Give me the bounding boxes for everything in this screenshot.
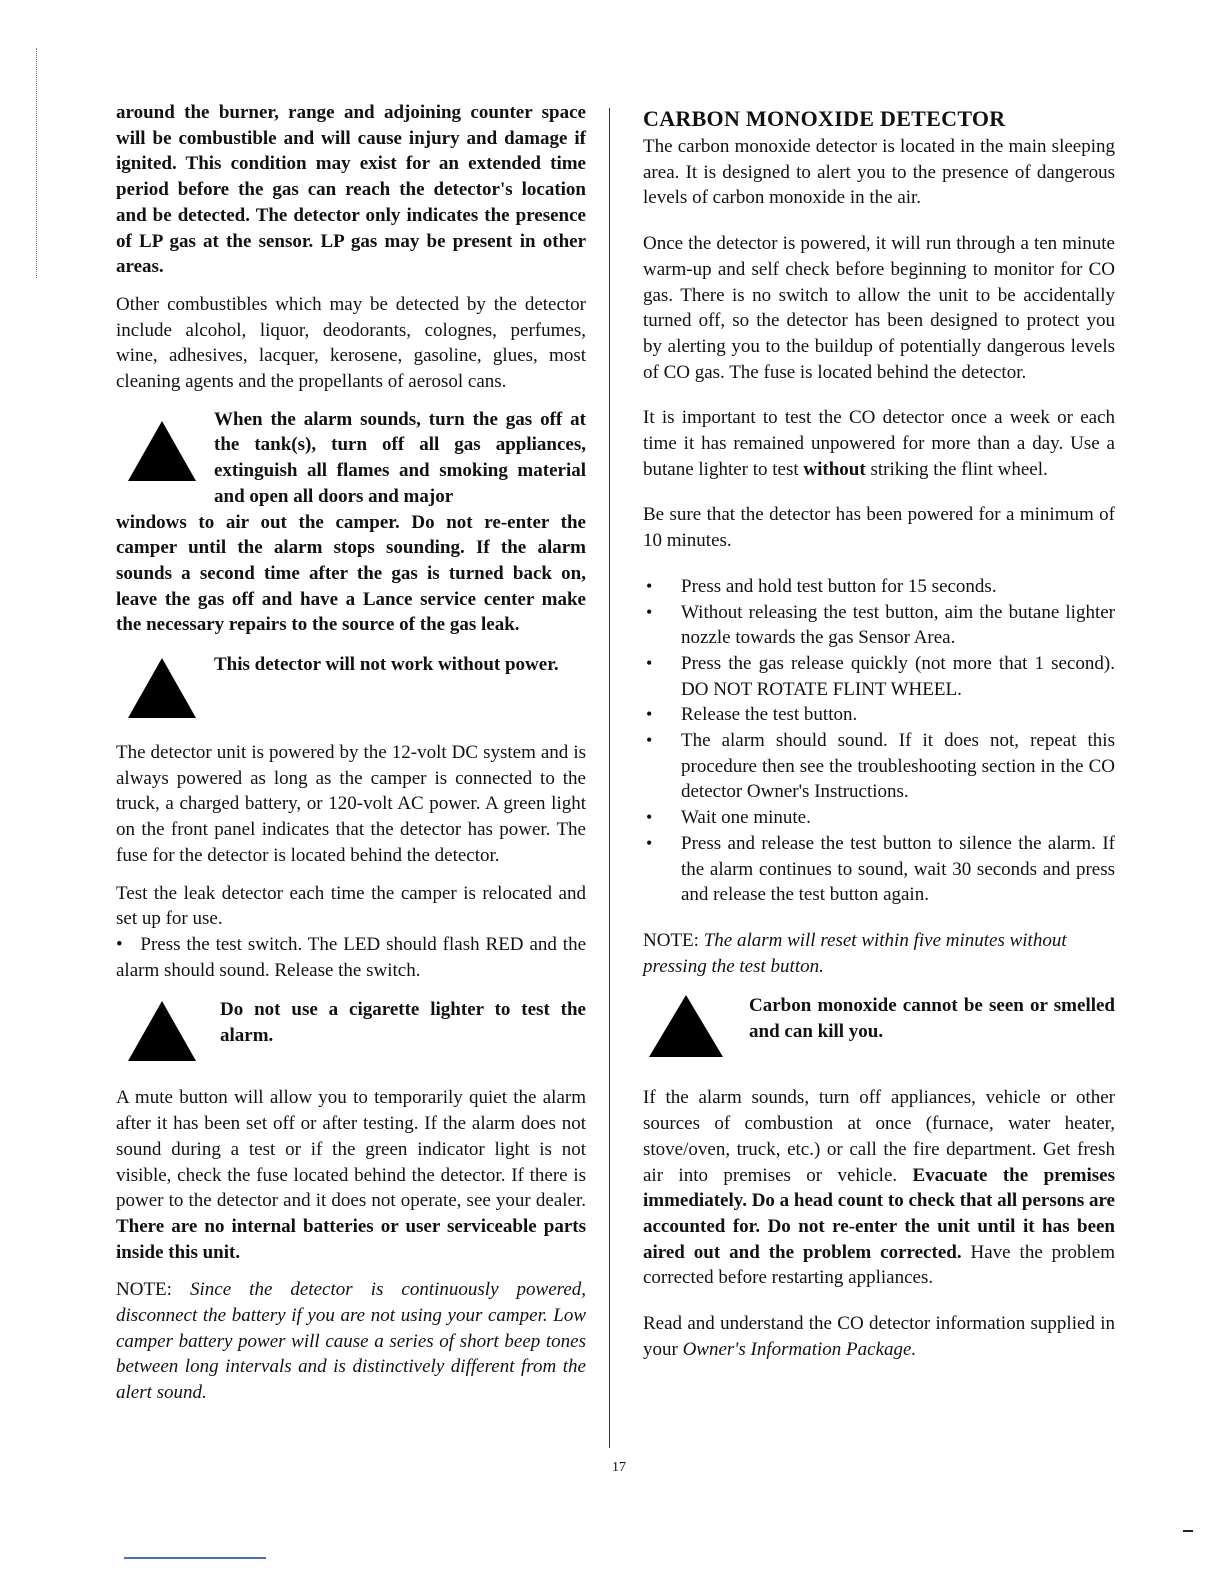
warning-block-power [116, 652, 586, 728]
left-column [116, 100, 586, 1418]
right-test-text-c: striking the flint wheel. [870, 458, 1048, 480]
test-steps-list [643, 574, 1115, 908]
list-item: • Without releasing the test button, aim the butane lighter nozzle towards the gas Sensor Area. [643, 600, 1115, 651]
list-item: • Press and release the test button to silence the alarm. If the alarm continues to sound, wait 30 seconds and press and release the test button again. [643, 831, 1115, 908]
warning-triangle-icon [126, 999, 198, 1063]
footer-rule [124, 1557, 266, 1559]
warning-triangle-icon [647, 993, 725, 1059]
right-test-paragraph [643, 405, 1115, 482]
left-mute-bold: There are no internal batteries or user serviceable parts inside this unit. [116, 1215, 586, 1263]
warning-alarm-head: When the alarm sounds, turn the gas off at the tank(s), turn off all gas appliances, extinguish all flames and smoking material and open all doors and major [214, 408, 586, 507]
right-note-text: The alarm will reset within five minutes without pressing the test button. [643, 929, 1067, 977]
right-evacuate-end: Have the problem corrected before restarting appliances. [643, 1241, 1116, 1289]
list-item: • The alarm should sound. If it does not, repeat this procedure then see the troubleshooting section in the CO detector Owner's Instructions. [643, 728, 1115, 805]
right-test-text-a: It is important to test the CO detector once a week or each time it has remained unpowered for more than a day. Use a butane lighter to test [643, 407, 1115, 480]
warning-block-lighter [116, 997, 586, 1073]
right-read-paragraph [643, 1311, 1115, 1362]
left-mute-text: A mute button will allow you to temporarily quiet the alarm after it has been set off or after testing. If the alarm does not sound during a test or if the green indicator light is not visible, check the fuse located behind the detector. If there is power to the detector and it does not operate, see your dealer. [116, 1087, 586, 1212]
left-mute-paragraph [116, 1085, 586, 1265]
left-test-bullet [116, 932, 586, 983]
warning-co-text: Carbon monoxide cannot be seen or smelled and can kill you. [749, 995, 1115, 1043]
list-item: • Press the gas release quickly (not more that 1 second). DO NOT ROTATE FLINT WHEEL. [643, 651, 1115, 702]
left-power-paragraph: The detector unit is powered by the 12-volt DC system and is always powered as long as the camper is connected to the truck, a charged battery, or 120-volt AC power. A green light on the front panel indicates that the detector has power. The fuse for the detector is located behind the detector. [116, 742, 586, 866]
section-heading: CARBON MONOXIDE DETECTOR [643, 106, 1006, 131]
right-note [643, 928, 1115, 979]
list-item: • Wait one minute. [643, 805, 1115, 831]
warning-triangle-icon [126, 419, 198, 483]
left-note-text: Since the detector is continuously powered, disconnect the battery if you are not using your camper. Low camper battery power will cause a series of short beep tones between long intervals and is distinctively different from the alert sound. [116, 1279, 587, 1404]
right-powered-paragraph: Be sure that the detector has been powered for a minimum of 10 minutes. [643, 504, 1115, 552]
column-divider [609, 108, 610, 1448]
warning-block-alarm [116, 407, 586, 638]
right-column [643, 100, 1115, 1374]
right-test-without: without [803, 458, 866, 480]
warning-lighter-text: Do not use a cigarette lighter to test the alarm. [220, 999, 586, 1047]
left-intro-warning: around the burner, range and adjoining counter space will be combustible and will cause injury and damage if ignited. This condition may exist for an extended time period before the gas can reach the detector's location and be detected. The detector only indicates the presence of LP gas at the sensor. LP gas may be present in other areas. [116, 102, 586, 278]
right-read-text: Read and understand the CO detector information supplied in your [643, 1313, 1115, 1360]
right-evacuate-bold: Evacuate the premises immediately. Do a head count to check that all persons are accounted for. Do not re-enter the unit until it has been aired out and the problem corrected. [643, 1164, 1115, 1263]
page-number: 17 [612, 1460, 626, 1475]
right-warmup-paragraph: Once the detector is powered, it will run through a ten minute warm-up and self check before beginning to monitor for CO gas. There is no switch to allow the unit to be accidentally turned off, so the detector has been designed to protect you by alerting you to the buildup of potentially dangerous levels of CO gas. The fuse is located behind the detector. [643, 233, 1115, 383]
scan-mark [1183, 1530, 1193, 1532]
right-read-package: Owner's Information Package. [682, 1338, 917, 1360]
warning-power-text: This detector will not work without power. [214, 654, 559, 676]
warning-alarm-continued: windows to air out the camper. Do not re-enter the camper until the alarm stops sounding. If the alarm sounds a second time after the gas is turned back on, leave the gas off and have a Lance service center make the necessary repairs to the source of the gas leak. [116, 511, 586, 636]
right-evacuate-paragraph [643, 1085, 1115, 1291]
left-test-paragraph: Test the leak detector each time the camper is relocated and set up for use. [116, 882, 586, 930]
left-test-bullet-text: Press the test switch. The LED should flash RED and the alarm should sound. Release the switch. [116, 933, 587, 981]
warning-triangle-icon [126, 656, 198, 720]
list-item: • Press and hold test button for 15 seconds. [643, 574, 1115, 600]
list-item: • Release the test button. [643, 702, 1115, 728]
left-note-label: NOTE: [116, 1279, 172, 1301]
warning-block-co [643, 991, 1115, 1073]
left-combustibles-paragraph: Other combustibles which may be detected by the detector include alcohol, liquor, deodorants, colognes, perfumes, wine, adhesives, lacquer, kerosene, gasoline, glues, most cleaning agents and the propellants of aerosol cans. [116, 293, 586, 393]
right-note-label: NOTE: [643, 929, 699, 951]
bullet-dot: • [116, 933, 123, 955]
right-evacuate-text: If the alarm sounds, turn off appliances, vehicle or other sources of combustion at once (furnace, water heater, stove/oven, truck, etc.) or call the fire department. Get fresh air into premises or vehicle. [643, 1087, 1115, 1186]
scan-margin-marks [36, 48, 41, 278]
right-location-paragraph: The carbon monoxide detector is located in the main sleeping area. It is designed to alert you to the presence of dangerous levels of carbon monoxide in the air. [643, 136, 1115, 209]
left-note [116, 1277, 586, 1406]
